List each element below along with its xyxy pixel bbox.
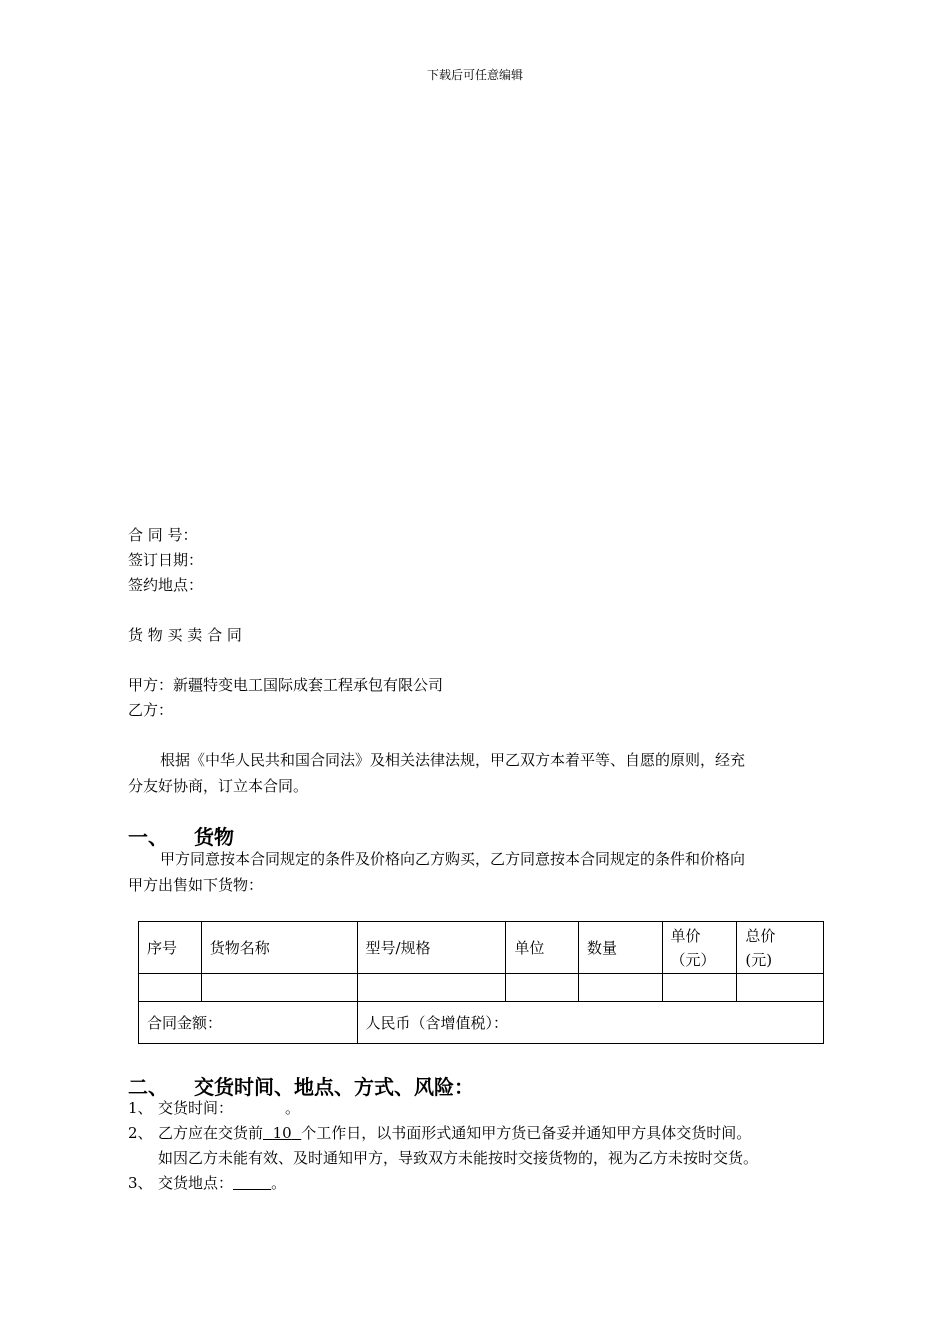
document-title: 货 物 买 卖 合 同: [128, 626, 242, 644]
list-number: 1、: [128, 1099, 153, 1117]
header-index: 序号: [139, 922, 202, 974]
section-2-number: 二、: [128, 1075, 168, 1099]
section-1-line-1: 甲方同意按本合同规定的条件及价格向乙方购买，乙方同意按本合同规定的条件和价格向: [160, 850, 746, 868]
list-item-continuation: 如因乙方未能有效、及时通知甲方，导致双方未能按时交接货物的，视为乙方未按时交货。: [158, 1149, 759, 1167]
header-total-price-unit: (元): [745, 950, 773, 969]
header-note: 下载后可任意编辑: [426, 68, 523, 82]
notice-days-value: 10: [272, 1124, 292, 1142]
contract-amount-label: 合同金额：: [139, 1002, 358, 1044]
header-quantity: 数量: [579, 922, 663, 974]
header-unit-price: [662, 922, 737, 974]
party-b: 乙方：: [128, 701, 174, 719]
table-cell: [579, 974, 663, 1002]
table-cell: [139, 974, 202, 1002]
delivery-place-label: 交货地点：: [158, 1174, 234, 1192]
header-model-spec: 型号/规格: [357, 922, 506, 974]
table-cell: [506, 974, 579, 1002]
intro-paragraph: [128, 747, 818, 799]
notice-text-post: 个工作日，以书面形式通知甲方货已备妥并通知甲方具体交货时间。: [301, 1124, 752, 1142]
list-number: 3、: [128, 1174, 153, 1192]
header-unit: 单位: [506, 922, 579, 974]
section-1-paragraph: [128, 846, 818, 898]
header-goods-name: 货物名称: [201, 922, 357, 974]
party-a: 甲方：新疆特变电工国际成套工程承包有限公司: [128, 676, 444, 694]
header-total-price-label: 总价: [745, 926, 776, 945]
section-1-number: 一、: [128, 825, 168, 849]
intro-line-1: 根据《中华人民共和国合同法》及相关法律法规，甲乙双方本着平等、自愿的原则，经充: [160, 751, 746, 769]
contract-amount-value: 人民币（含增值税）：: [357, 1002, 824, 1044]
delivery-time-label: 交货时间：: [158, 1099, 234, 1117]
goods-table: [138, 921, 824, 1044]
table-cell: [357, 974, 506, 1002]
list-number: 2、: [128, 1124, 153, 1142]
table-row: [139, 974, 824, 1002]
list-item: [128, 1122, 751, 1144]
section-2-title: 交货时间、地点、方式、风险：: [194, 1075, 474, 1099]
notice-text-pre: 乙方应在交货前: [158, 1124, 264, 1142]
table-cell: [201, 974, 357, 1002]
section-1-title: 货物: [194, 825, 234, 849]
list-tail: 。: [285, 1099, 301, 1117]
sign-date-label: 签订日期：: [128, 551, 204, 569]
intro-line-2: 分友好协商，订立本合同。: [128, 777, 309, 795]
header-total-price: [737, 922, 824, 974]
contract-number-label: 合 同 号：: [128, 526, 198, 544]
section-1-line-2: 甲方出售如下货物：: [128, 876, 264, 894]
table-cell: [662, 974, 737, 1002]
list-item: [128, 1172, 286, 1194]
list-item: [128, 1097, 300, 1119]
table-cell: [737, 974, 824, 1002]
header-unit-price-unit: （元）: [670, 950, 716, 969]
list-tail: 。: [271, 1174, 287, 1192]
table-total-row: [139, 1002, 824, 1044]
notice-days: [263, 1124, 301, 1142]
sign-place-label: 签约地点：: [128, 576, 204, 594]
delivery-place-blank: [233, 1174, 271, 1192]
header-unit-price-label: 单价: [670, 926, 701, 945]
section-2-heading: [128, 1071, 474, 1100]
table-header-row: [139, 922, 824, 974]
